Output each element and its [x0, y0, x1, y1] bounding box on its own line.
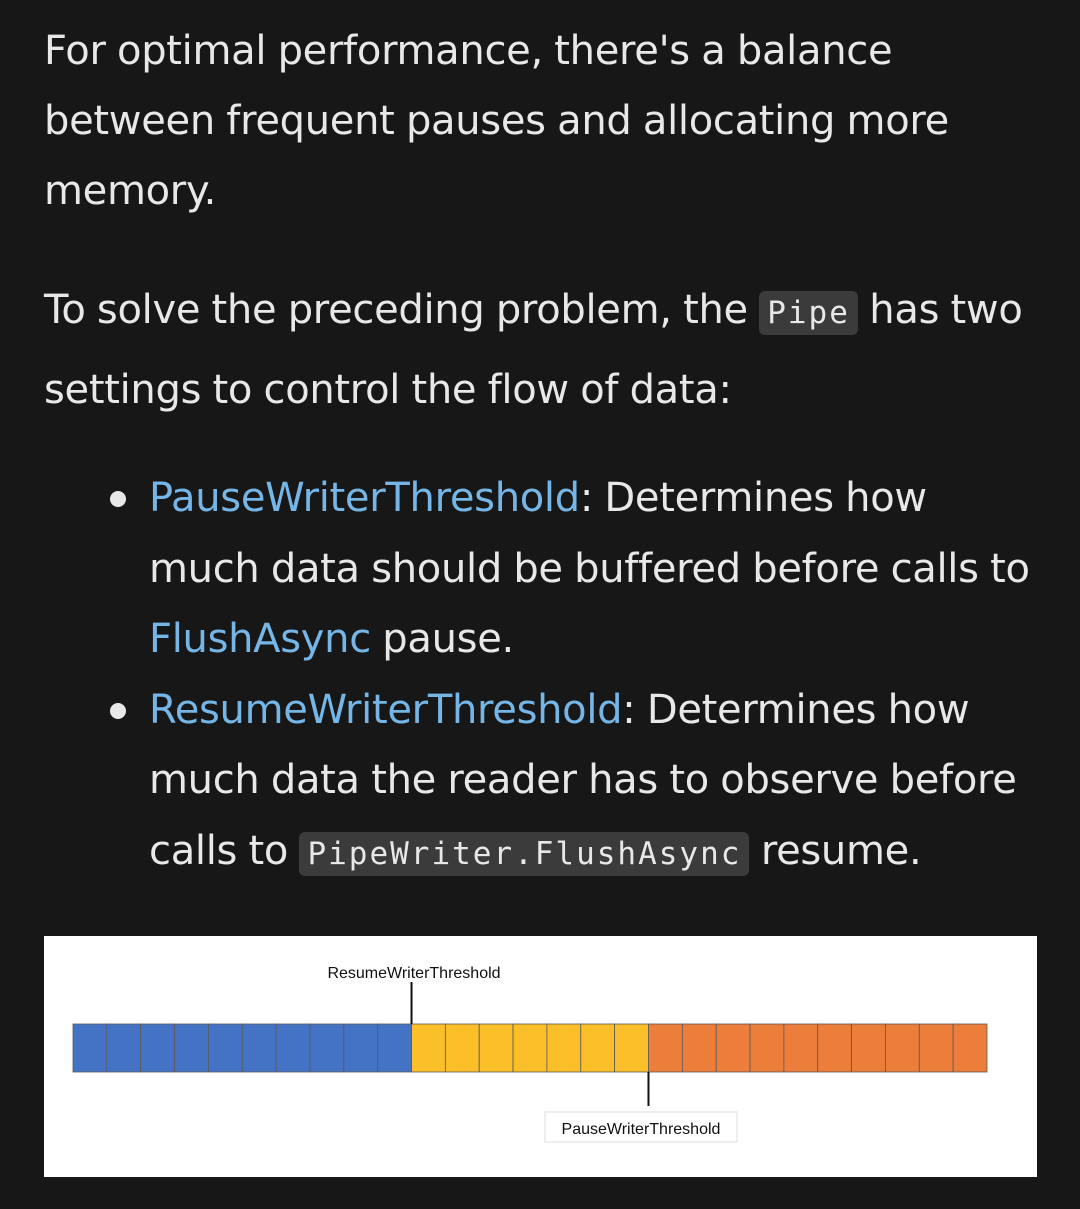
between-thresholds-cell: [547, 1024, 581, 1072]
below-resume-cell: [378, 1024, 412, 1072]
below-resume-cell: [276, 1024, 310, 1072]
above-pause-cell: [750, 1024, 784, 1072]
above-pause-cell: [885, 1024, 919, 1072]
above-pause-cell: [852, 1024, 886, 1072]
paragraph-performance: For optimal performance, there's a balance between frequent pauses and allocating more memory.: [44, 28, 949, 214]
below-resume-cell: [107, 1024, 141, 1072]
above-pause-cell: [648, 1024, 682, 1072]
between-thresholds-cell: [615, 1024, 649, 1072]
list-item-pause-writer-threshold: [149, 463, 1044, 675]
resume-threshold-label: ResumeWriterThreshold: [327, 965, 501, 982]
pipe-inline-code: Pipe: [759, 291, 858, 335]
pause-description-end: pause.: [370, 616, 514, 662]
below-resume-cell: [73, 1024, 107, 1072]
resume-description-end: resume.: [749, 827, 922, 874]
below-resume-cell: [344, 1024, 378, 1072]
above-pause-cell: [784, 1024, 818, 1072]
above-pause-cell: [716, 1024, 750, 1072]
settings-list: [44, 463, 1044, 889]
above-pause-cell: [818, 1024, 852, 1072]
paragraph-settings-text: To solve the preceding problem, the: [44, 287, 760, 333]
article-content: [44, 0, 1044, 889]
resume-description: : Determines how much data the reader has to observe before calls to: [149, 686, 1017, 874]
above-pause-cell: [682, 1024, 716, 1072]
bullet-icon: [110, 703, 126, 719]
below-resume-cell: [310, 1024, 344, 1072]
above-pause-cell: [953, 1024, 987, 1072]
between-thresholds-cell: [479, 1024, 513, 1072]
threshold-diagram-svg: [44, 936, 1037, 1177]
between-thresholds-cell: [445, 1024, 479, 1072]
paragraph-settings: [44, 272, 1044, 429]
below-resume-cell: [175, 1024, 209, 1072]
paragraph-settings-text-end: has two settings to control the flow of data:: [44, 287, 1023, 413]
flush-async-link[interactable]: FlushAsync: [149, 616, 371, 662]
buffer-cells: [73, 1024, 987, 1072]
pause-description: : Determines how much data should be buffered before calls to: [149, 475, 1030, 592]
below-resume-cell: [141, 1024, 175, 1072]
above-pause-cell: [919, 1024, 953, 1072]
pipewriter-flushasync-inline-code: PipeWriter.FlushAsync: [299, 832, 749, 876]
bullet-icon: [110, 491, 126, 507]
pause-threshold-label: PauseWriterThreshold: [561, 1121, 721, 1138]
list-item-resume-writer-threshold: [149, 675, 1044, 890]
below-resume-cell: [208, 1024, 242, 1072]
pause-writer-threshold-link[interactable]: PauseWriterThreshold: [149, 475, 580, 521]
resume-writer-threshold-link[interactable]: ResumeWriterThreshold: [149, 686, 623, 733]
below-resume-cell: [242, 1024, 276, 1072]
between-thresholds-cell: [412, 1024, 446, 1072]
threshold-diagram: [44, 936, 1037, 1177]
between-thresholds-cell: [513, 1024, 547, 1072]
between-thresholds-cell: [581, 1024, 615, 1072]
